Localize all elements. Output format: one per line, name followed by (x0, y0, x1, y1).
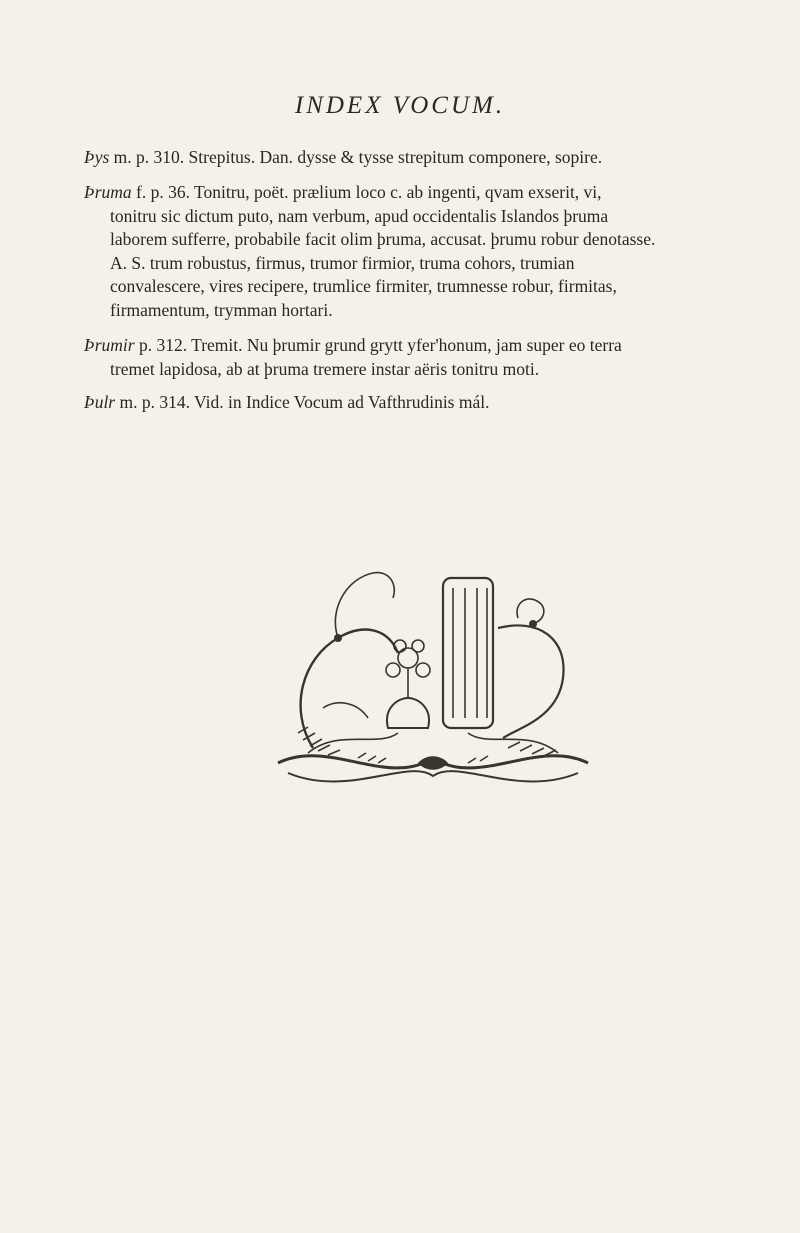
floral-vignette-ornament (268, 558, 598, 798)
entry-line: convalescere, vires recipere, trumlice firmiter, trumnesse robur, firmitas, (110, 276, 617, 296)
entry-line: tremet lapidosa, ab at þruma tremere instar aëris tonitru moti. (110, 358, 540, 379)
page-title: INDEX VOCUM. (294, 92, 506, 119)
index-entry-thruma (84, 181, 760, 322)
entry-lemma: Þys (84, 147, 110, 167)
entry-line: laborem sufferre, probabile facit olim þruma, accusat. þrumu robur denotasse. (110, 229, 656, 249)
entry-line: tonitru sic dictum puto, nam verbum, apud occidentalis Islandos þruma (110, 205, 609, 226)
entry-line: A. S. trum robustus, firmus, trumor firmior, truma cohors, trumian (110, 252, 575, 273)
index-entry-thulr (84, 391, 760, 415)
entry-lemma: Þrumir (84, 335, 135, 355)
entry-line: Þulr m. p. 314. Vid. in Indice Vocum ad Vafthrudinis mál. (84, 392, 490, 412)
index-entry-thys (84, 146, 760, 170)
entry-line: Þruma f. p. 36. Tonitru, poët. prælium loco c. ab ingenti, qvam exserit, vi, (84, 182, 602, 202)
entry-lemma: Þulr (84, 392, 116, 412)
entry-line: firmamentum, trymman hortari. (110, 299, 333, 320)
entry-line: Þys m. p. 310. Strepitus. Dan. dysse & tysse strepitum componere, sopire. (84, 147, 603, 167)
entry-lemma: Þruma (84, 182, 132, 202)
index-entry-thrumir (84, 334, 760, 381)
entry-line: Þrumir p. 312. Tremit. Nu þrumir grund grytt yfer'honum, jam super eo terra (84, 335, 622, 355)
